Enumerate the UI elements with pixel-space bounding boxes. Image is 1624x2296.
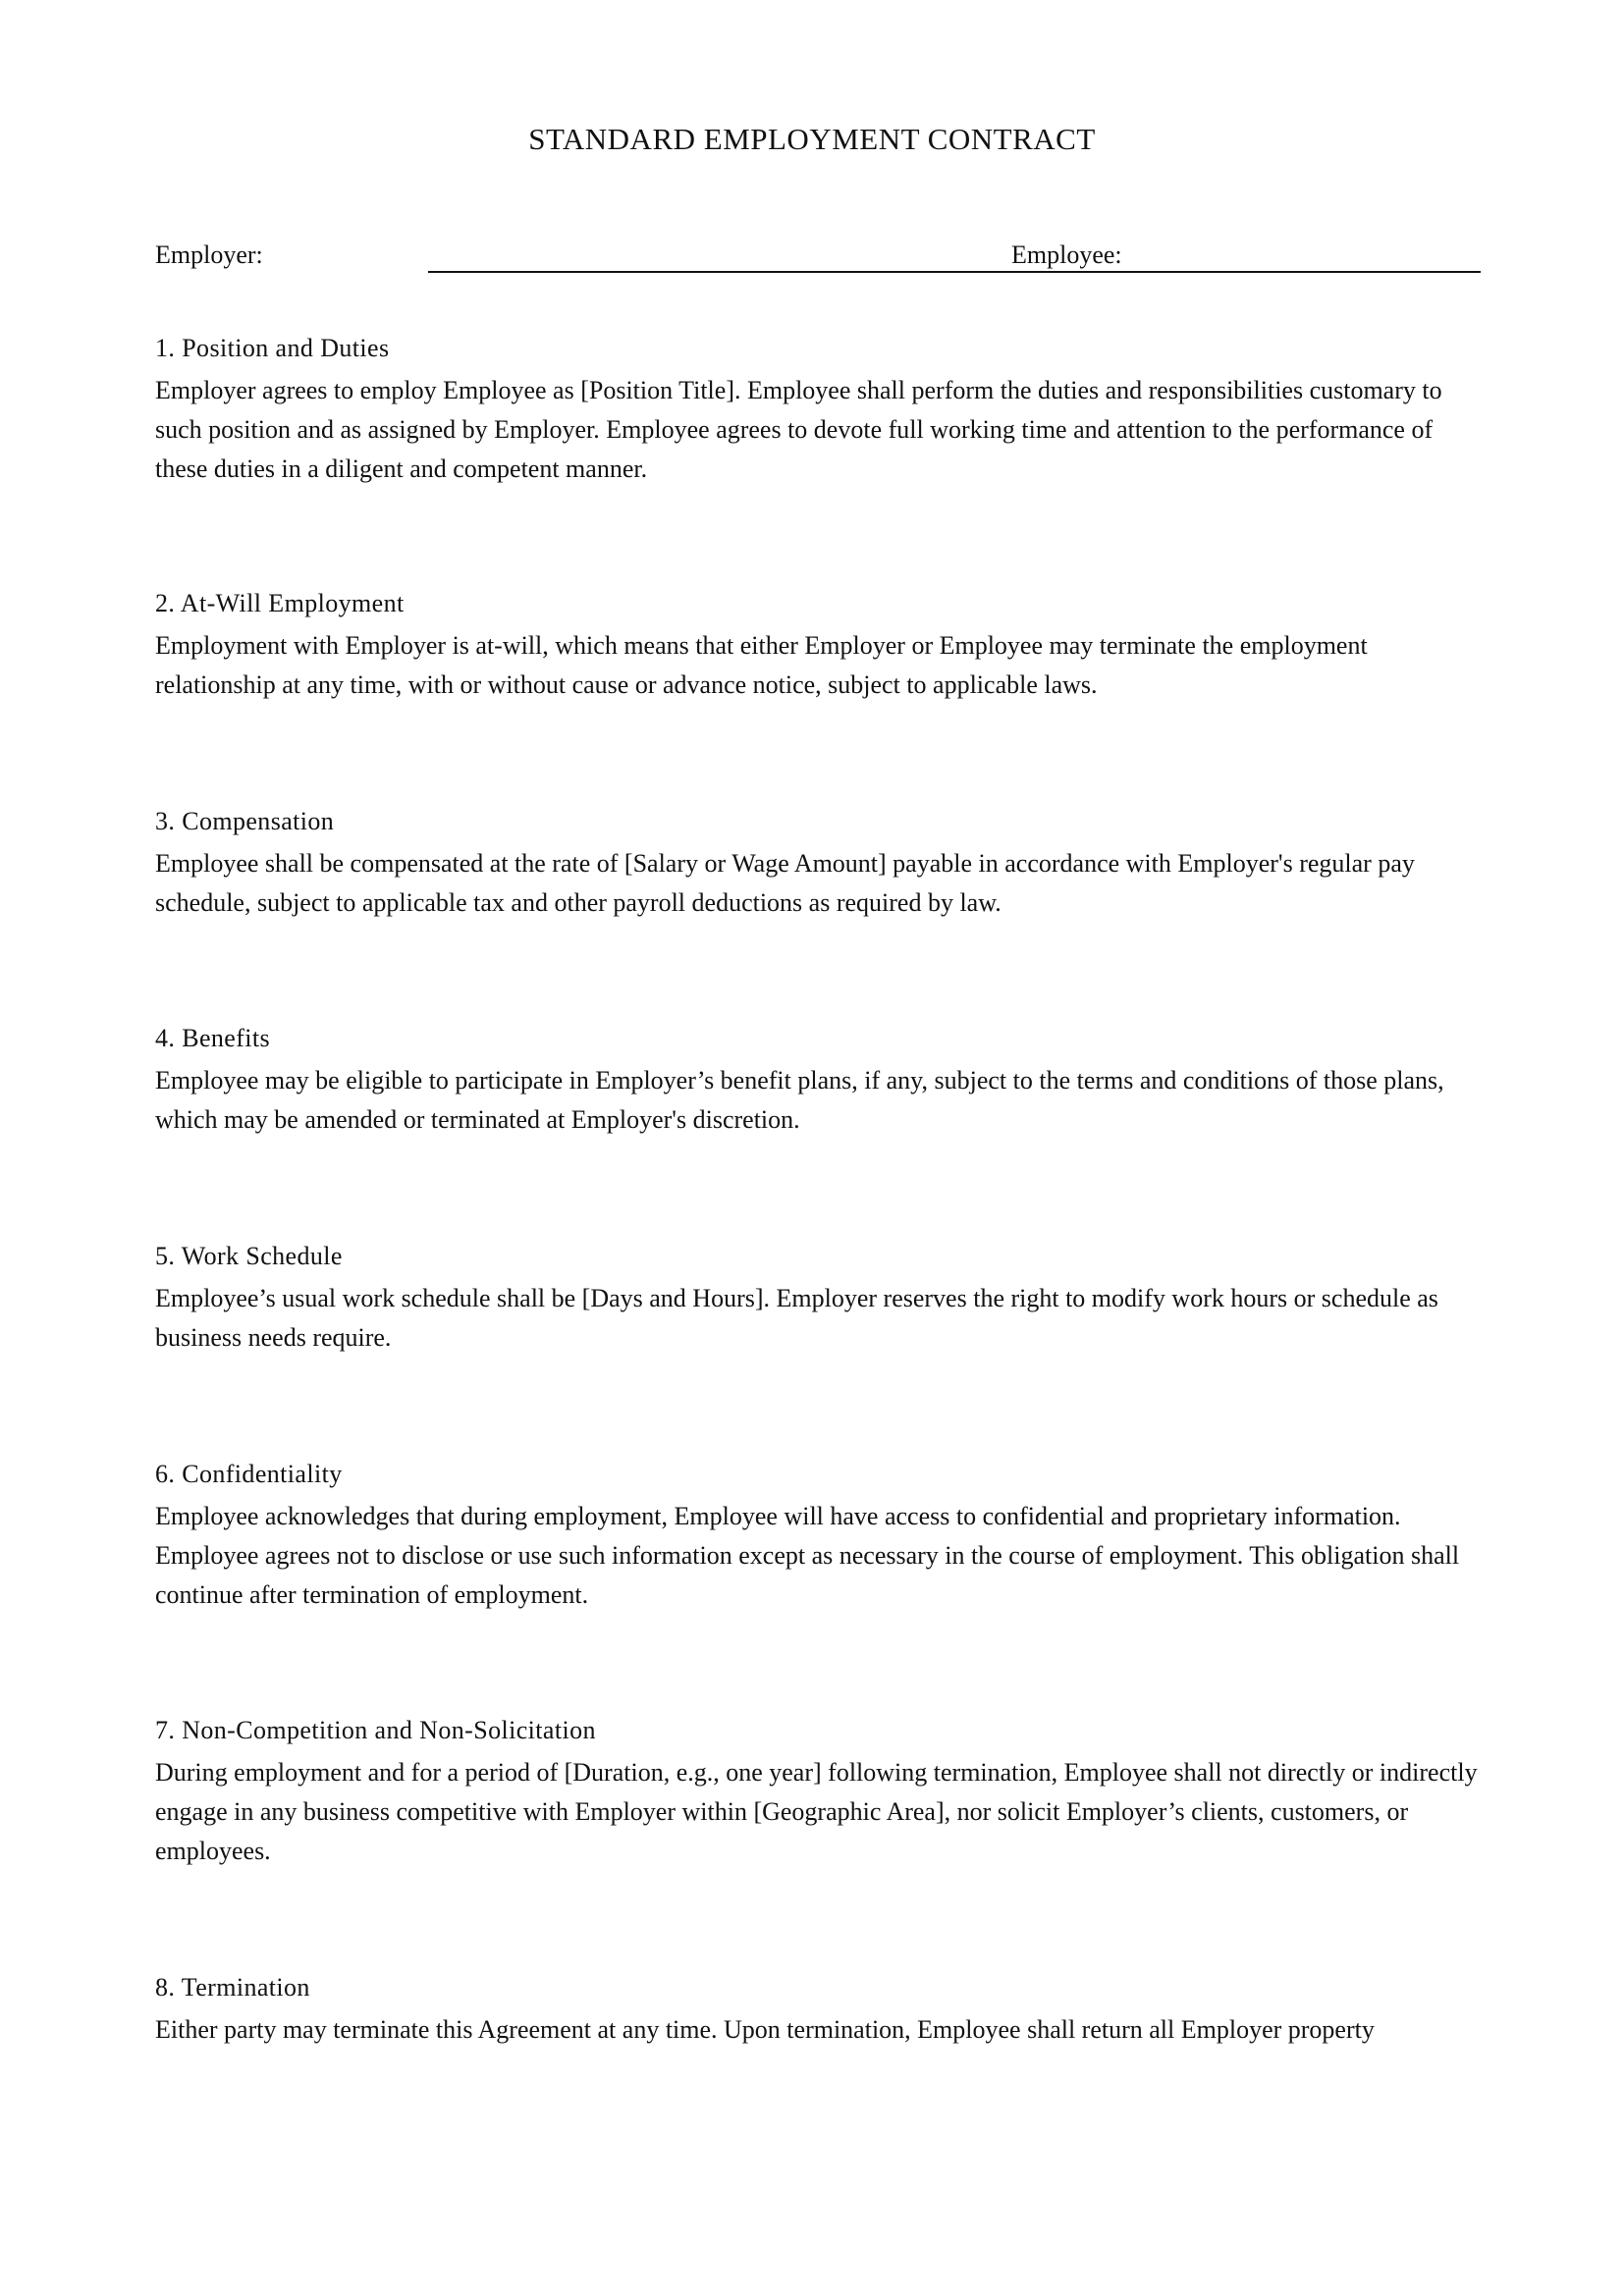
employee-label: Employee: [1011,240,1122,269]
section-body: Employee acknowledges that during employment, Employee will have access to confidential and proprietary information. Employee agrees not to disclose or use such information except as necessary in the course of employment. This obligation shall continue after termination of employment. [155,1502,1460,1609]
party-row [155,238,1481,277]
section-heading: 5. Work Schedule [155,1242,343,1270]
section-termination [155,1971,1481,2050]
section-at-will-employment [155,587,1481,705]
section-heading: 1. Position and Duties [155,334,390,362]
section-position-duties [155,332,1481,489]
section-compensation [155,805,1481,923]
section-body: Employment with Employer is at-will, which means that either Employer or Employee may terminate the employment relationship at any time, with or without cause or advance notice, subject to applicable laws. [155,631,1368,699]
section-heading: 7. Non-Competition and Non-Solicitation [155,1716,596,1744]
section-body: During employment and for a period of [Duration, e.g., one year] following termination, Employee shall not directly or indirectly engage in any business competitive with Employer within [Geographic Area], nor solicit Employer’s clients, customers, or employees. [155,1758,1478,1865]
section-body: Employee may be eligible to participate in Employer’s benefit plans, if any, subject to the terms and conditions of those plans, which may be amended or terminated at Employer's discretion. [155,1066,1444,1134]
section-body: Employee shall be compensated at the rate of [Salary or Wage Amount] payable in accordance with Employer's regular pay schedule, subject to applicable tax and other payroll deductions as required by law. [155,849,1415,917]
employer-label: Employer: [155,240,263,269]
section-body: Employer agrees to employ Employee as [Position Title]. Employee shall perform the duties and responsibilities customary to such position and as assigned by Employer. Employee agrees to devote full working time and attention to the performance of these duties in a diligent and competent manner. [155,376,1442,483]
section-confidentiality [155,1458,1481,1615]
section-heading: 3. Compensation [155,807,335,835]
section-heading: 6. Confidentiality [155,1460,343,1488]
section-body: Either party may terminate this Agreement at any time. Upon termination, Employee shall return all Employer property [155,2015,1375,2044]
section-body: Employee’s usual work schedule shall be [Days and Hours]. Employer reserves the right to modify work hours or schedule as business needs require. [155,1284,1438,1352]
section-benefits [155,1022,1481,1140]
document-title: STANDARD EMPLOYMENT CONTRACT [528,122,1096,156]
section-heading: 4. Benefits [155,1024,271,1052]
section-work-schedule [155,1240,1481,1358]
section-non-competition [155,1714,1481,1871]
section-heading: 2. At-Will Employment [155,589,405,617]
section-heading: 8. Termination [155,1973,310,2002]
party-signature-line [428,271,1481,273]
